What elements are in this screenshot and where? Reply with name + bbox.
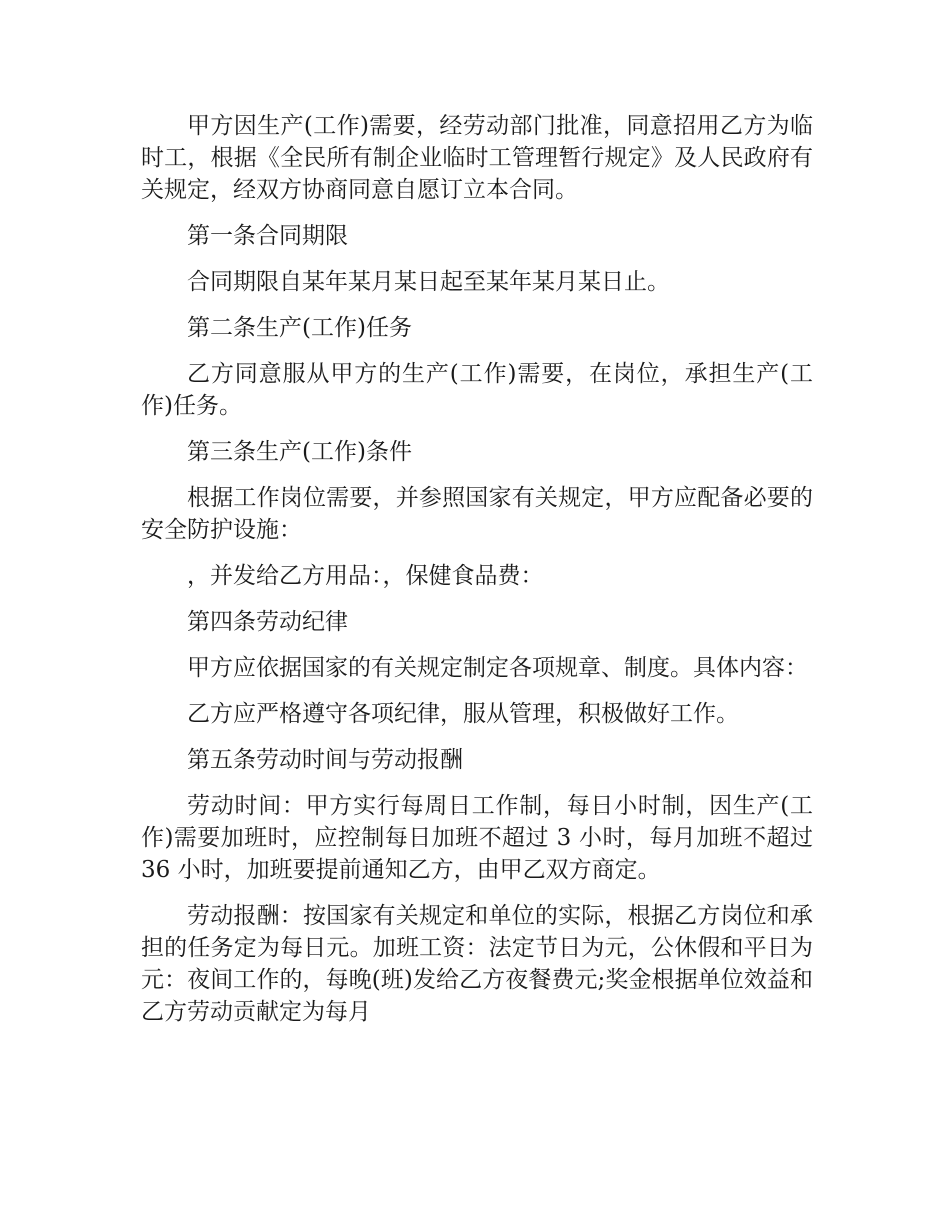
article-5-heading: 第五条劳动时间与劳动报酬 [187, 747, 463, 773]
article-1-heading: 第一条合同期限 [187, 223, 348, 249]
article-2-heading: 第二条生产(工作)任务 [187, 315, 412, 341]
article-4-heading: 第四条劳动纪律 [187, 609, 348, 635]
document-page [141, 110, 813, 1042]
article-3-body-2: ，并发给乙方用品：，保健食品费： [187, 563, 544, 589]
article-3-body-1: 根据工作岗位需要，并参照国家有关规定，甲方应配备必要的安全防护设施： [141, 485, 813, 543]
article-1-body: 合同期限自某年某月某日起至某年某月某日止。 [187, 269, 670, 295]
article-2-body: 乙方同意服从甲方的生产(工作)需要，在岗位，承担生产(工作)任务。 [141, 361, 813, 419]
intro-paragraph: 甲方因生产(工作)需要，经劳动部门批准，同意招用乙方为临时工，根据《全民所有制企业临时工管理暂行规定》及人民政府有关规定，经双方协商同意自愿订立本合同。 [141, 113, 813, 203]
article-5-body-2: 劳动报酬：按国家有关规定和单位的实际，根据乙方岗位和承担的任务定为每日元。加班工资：法定节日为元，公休假和平日为元：夜间工作的，每晚(班)发给乙方夜餐费元;奖金根据单位效益和乙方劳动贡献定为每月 [141, 903, 813, 1025]
article-3-heading: 第三条生产(工作)条件 [187, 439, 412, 465]
article-4-body-1: 甲方应依据国家的有关规定制定各项规章、制度。具体内容： [187, 655, 808, 681]
article-4-body-2: 乙方应严格遵守各项纪律，服从管理，积极做好工作。 [187, 701, 739, 727]
article-5-body-1: 劳动时间：甲方实行每周日工作制，每日小时制，因生产(工作)需要加班时，应控制每日加班不超过 3 小时，每月加班不超过 36 小时，加班要提前通知乙方，由甲乙双方商定。 [141, 793, 813, 883]
